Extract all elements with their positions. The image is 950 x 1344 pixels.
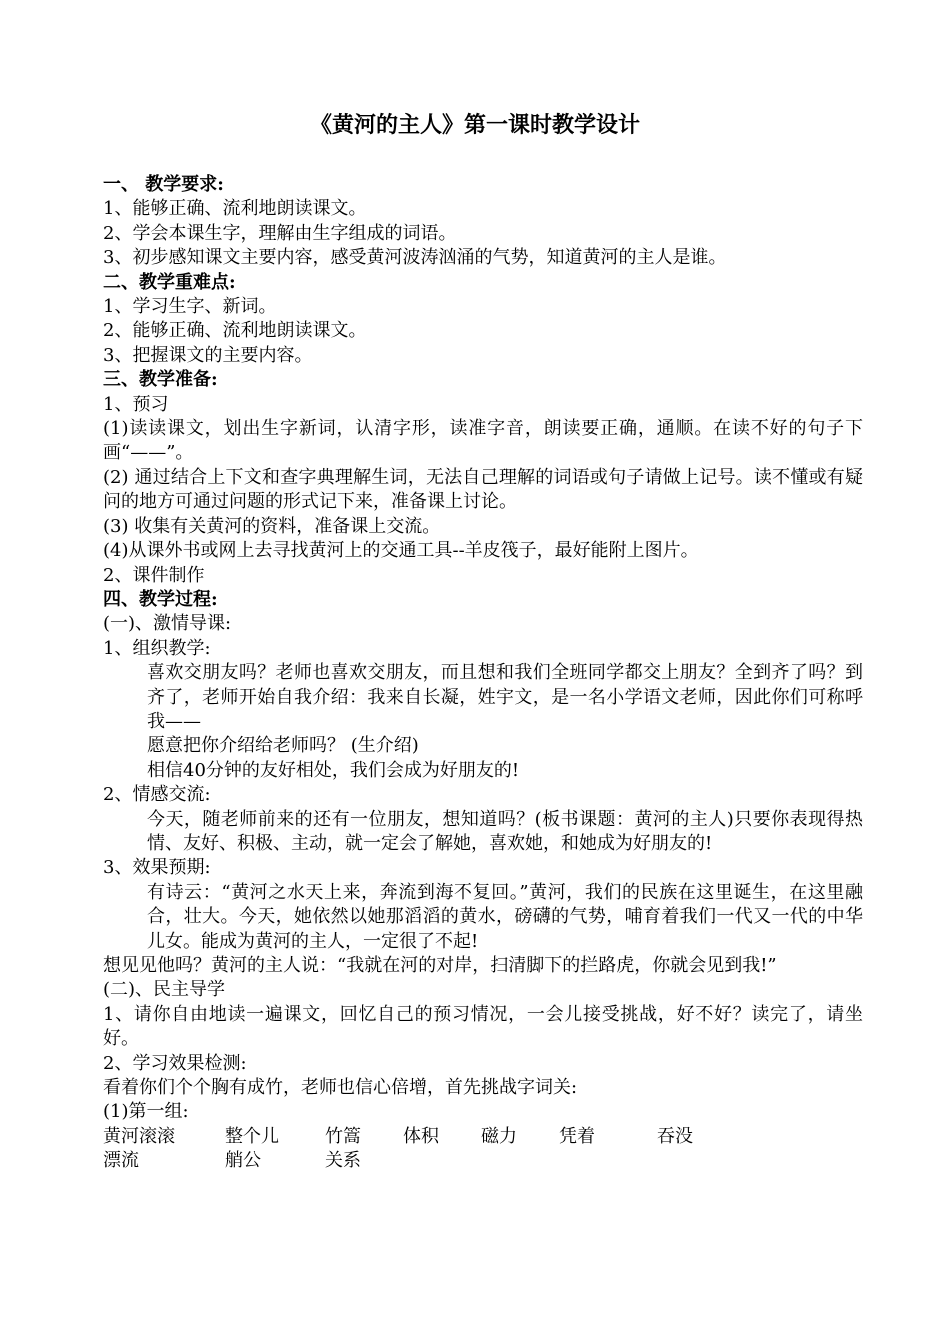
paragraph: 3、效果预期: xyxy=(103,857,211,879)
paragraph: (1)读读课文，划出生字新词，认清字形，读准字音，朗读要正确，通顺。在读不好的句子下画“——”。 xyxy=(103,418,863,464)
paragraph: 今天，随老师前来的还有一位朋友，想知道吗？(板书课题：黄河的主人)只要你表现得热情、友好、积极、主动，就一定会了解她，喜欢她，和她成为好朋友的! xyxy=(147,808,863,854)
vocab-word: 竹篙 xyxy=(325,1125,361,1147)
section-heading: 四、教学过程: xyxy=(103,588,218,610)
paragraph: 3、初步感知课文主要内容，感受黄河波涛汹涌的气势，知道黄河的主人是谁。 xyxy=(103,247,727,269)
paragraph: 有诗云：“黄河之水天上来，奔流到海不复回。”黄河，我们的民族在这里诞生，在这里融合，壮大。今天，她依然以她那滔滔的黄水，磅礴的气势，哺育着我们一代又一代的中华儿女。能成为黄河的主人，一定很了不起! xyxy=(147,881,863,952)
paragraph: 1、组织教学: xyxy=(103,637,211,659)
word-list-row xyxy=(103,1149,863,1173)
paragraph: (二)、民主导学 xyxy=(103,979,226,1001)
paragraph: (3) 收集有关黄河的资料，准备课上交流。 xyxy=(103,515,441,537)
paragraph: 想见见他吗？黄河的主人说：“我就在河的对岸，扫清脚下的拦路虎，你就会见到我!” xyxy=(103,955,777,976)
vocab-word: 凭着 xyxy=(559,1125,595,1147)
paragraph: 看着你们个个胸有成竹，老师也信心倍增，首先挑战字词关: xyxy=(103,1077,578,1099)
paragraph: 3、把握课文的主要内容。 xyxy=(103,344,313,366)
document-body xyxy=(103,173,863,1174)
vocab-word: 关系 xyxy=(325,1150,361,1172)
section-heading: 二、教学重难点: xyxy=(103,271,236,293)
vocab-word: 艄公 xyxy=(225,1150,261,1172)
section-heading: 三、教学准备: xyxy=(103,369,218,391)
vocab-word: 黄河滚滚 xyxy=(103,1125,175,1147)
vocab-word: 整个儿 xyxy=(225,1125,279,1147)
paragraph: (4)从课外书或网上去寻找黄河上的交通工具--羊皮筏子，最好能附上图片。 xyxy=(103,540,699,562)
paragraph: 1、能够正确、流利地朗读课文。 xyxy=(103,198,367,220)
vocab-word: 漂流 xyxy=(103,1150,139,1172)
paragraph: 1、请你自由地读一遍课文，回忆自己的预习情况，一会儿接受挑战，好不好？读完了，请坐好。 xyxy=(103,1003,863,1050)
document-title: 《黄河的主人》第一课时教学设计 xyxy=(309,112,640,138)
paragraph: (一)、激情导课: xyxy=(103,613,232,635)
paragraph: 2、课件制作 xyxy=(103,564,205,586)
section-heading: 一、 教学要求: xyxy=(103,174,224,195)
paragraph: 1、预习 xyxy=(103,393,169,415)
paragraph: 2、学会本课生字，理解由生字组成的词语。 xyxy=(103,222,457,244)
paragraph: (1)第一组: xyxy=(103,1101,189,1123)
paragraph: 2、能够正确、流利地朗读课文。 xyxy=(103,320,367,342)
vocab-word: 体积 xyxy=(403,1125,439,1147)
word-list-row xyxy=(103,1125,863,1149)
paragraph: 相信40分钟的友好相处，我们会成为好朋友的! xyxy=(147,759,520,781)
paragraph: 2、学习效果检测: xyxy=(103,1052,247,1074)
vocab-word: 吞没 xyxy=(657,1125,693,1147)
paragraph: 愿意把你介绍给老师吗？ (生介绍) xyxy=(147,735,419,757)
paragraph: 喜欢交朋友吗？老师也喜欢交朋友，而且想和我们全班同学都交上朋友？全到齐了吗？到齐了，老师开始自我介绍：我来自长凝，姓宇文，是一名小学语文老师，因此你们可称呼我—— xyxy=(147,662,863,732)
paragraph: (2) 通过结合上下文和查字典理解生词，无法自己理解的词语或句子请做上记号。读不懂或有疑问的地方可通过问题的形式记下来，准备课上讨论。 xyxy=(103,466,863,513)
vocab-word: 磁力 xyxy=(481,1125,517,1147)
paragraph: 2、情感交流: xyxy=(103,784,211,806)
paragraph: 1、学习生字、新词。 xyxy=(103,296,277,318)
